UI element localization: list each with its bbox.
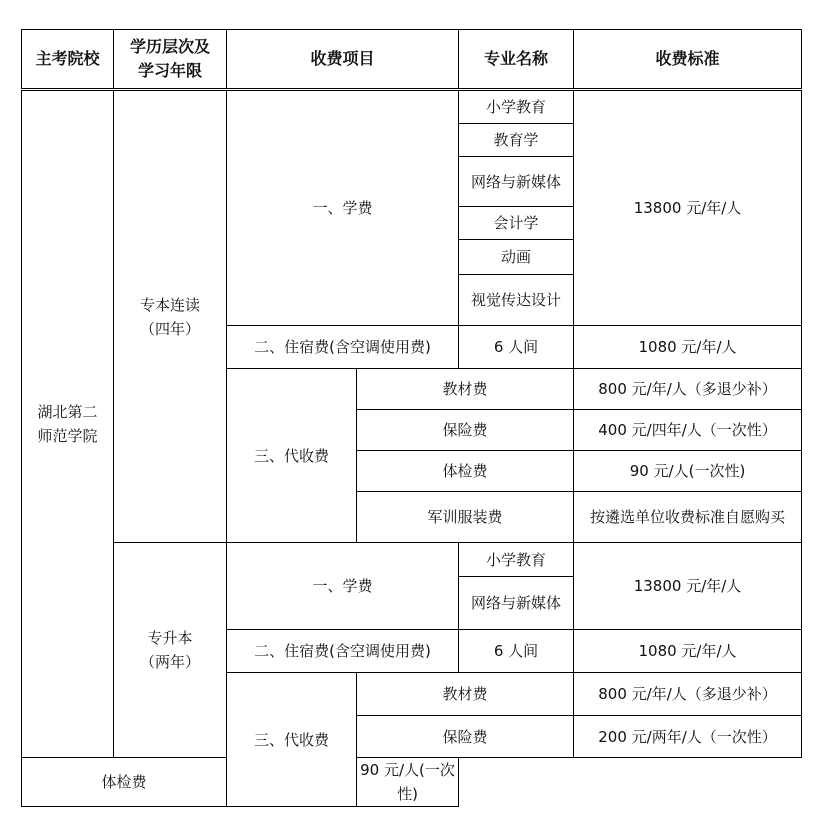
level-cell-2: 专升本（两年） [114, 543, 227, 758]
tuition-fee-1: 13800 元/年/人 [574, 90, 802, 326]
tuition-label-1: 一、学费 [227, 90, 459, 326]
agency-item: 体检费 [22, 758, 227, 807]
major-cell: 动画 [459, 240, 574, 275]
major-cell: 会计学 [459, 207, 574, 240]
major-cell: 网络与新媒体 [459, 157, 574, 207]
header-major: 专业名称 [459, 30, 574, 90]
school-name-cell: 湖北第二师范学院 [22, 90, 114, 758]
agency-fee: 90 元/人(一次性) [574, 451, 802, 492]
major-cell: 小学教育 [459, 90, 574, 124]
agency-fee: 800 元/年/人（多退少补） [574, 673, 802, 716]
header-standard: 收费标准 [574, 30, 802, 90]
agency-item: 体检费 [357, 451, 574, 492]
header-row [22, 30, 802, 90]
fee-table [21, 29, 802, 807]
housing-fee-1: 1080 元/年/人 [574, 326, 802, 369]
housing-room-2: 6 人间 [459, 630, 574, 673]
level-cell-1: 专本连读（四年） [114, 90, 227, 543]
agency-item: 教材费 [357, 369, 574, 410]
agency-item: 军训服装费 [357, 492, 574, 543]
agency-item: 保险费 [357, 716, 574, 758]
agency-fee: 按遴选单位收费标准自愿购买 [574, 492, 802, 543]
major-cell: 网络与新媒体 [459, 577, 574, 630]
agency-item: 教材费 [357, 673, 574, 716]
header-item: 收费项目 [227, 30, 459, 90]
housing-label-2: 二、住宿费(含空调使用费) [227, 630, 459, 673]
major-cell: 视觉传达设计 [459, 275, 574, 326]
major-cell: 教育学 [459, 124, 574, 157]
tuition-fee-2: 13800 元/年/人 [574, 543, 802, 630]
agency-item: 保险费 [357, 410, 574, 451]
agency-label-2: 三、代收费 [227, 673, 357, 807]
housing-fee-2: 1080 元/年/人 [574, 630, 802, 673]
agency-fee: 800 元/年/人（多退少补） [574, 369, 802, 410]
agency-fee: 90 元/人(一次性) [357, 758, 459, 807]
housing-label-1: 二、住宿费(含空调使用费) [227, 326, 459, 369]
tuition-label-2: 一、学费 [227, 543, 459, 630]
header-school: 主考院校 [22, 30, 114, 90]
header-level: 学历层次及学习年限 [114, 30, 227, 90]
agency-fee: 400 元/四年/人（一次性） [574, 410, 802, 451]
housing-room-1: 6 人间 [459, 326, 574, 369]
agency-fee: 200 元/两年/人（一次性） [574, 716, 802, 758]
major-cell: 小学教育 [459, 543, 574, 577]
agency-label-1: 三、代收费 [227, 369, 357, 543]
